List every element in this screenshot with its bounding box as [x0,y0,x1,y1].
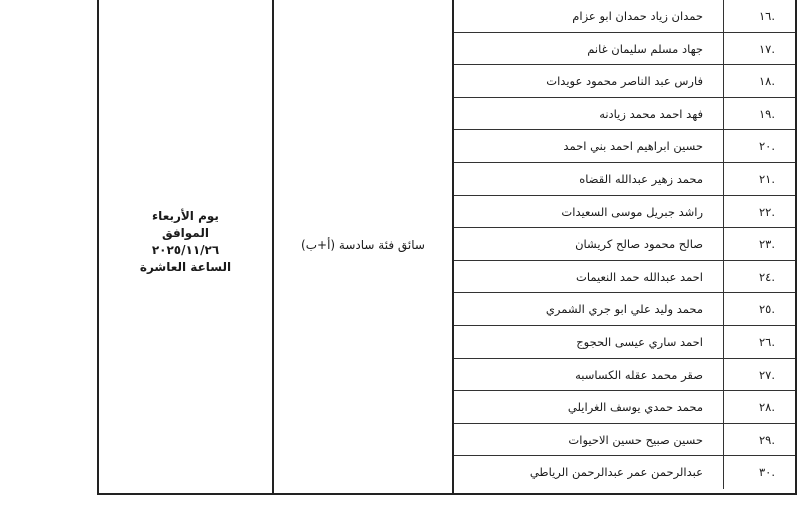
schedule-column [99,0,274,493]
table-row [454,65,795,98]
name-rows [454,0,795,493]
table-row [454,0,795,33]
row-number: .٢٧ [758,367,775,382]
candidate-name: حمدان زياد حمدان ابو عزام [454,0,724,32]
category-column [274,0,454,493]
table-row [454,98,795,131]
table-row [454,261,795,294]
row-number: .١٦ [758,9,775,23]
candidate-name: جهاد مسلم سليمان غانم [454,33,724,65]
row-number: .٢١ [758,171,775,186]
schedule-date: ٢٠٢٥/١١/٢٦ [151,243,220,257]
candidate-name: حسين صبيح حسين الاحيوات [454,424,724,456]
row-number: .٢٤ [758,269,775,284]
table-row [454,228,795,261]
candidate-name: احمد عبدالله حمد النعيمات [454,261,724,293]
row-number: .٣٠ [758,465,775,480]
table-row [454,326,795,359]
candidate-name: محمد حمدي يوسف الغرايلي [454,391,724,423]
schedule-day: يوم الأربعاء [152,209,219,223]
row-number: .٢٩ [758,432,775,447]
row-number: .٢٠ [758,139,775,154]
candidate-name: صقر محمد عقله الكساسبه [454,359,724,391]
schedule-time: الساعة العاشرة [139,260,232,274]
table-row [454,456,795,489]
row-number: .٢٦ [758,334,775,349]
candidate-name: راشد جبريل موسى السعيدات [454,196,724,228]
table-row [454,359,795,392]
row-number: .٢٢ [758,204,775,219]
row-number: .١٩ [758,106,775,121]
table-row [454,33,795,66]
schedule-label: الموافق [162,226,209,240]
candidate-name: عبدالرحمن عمر عبدالرحمن الرياطي [454,456,724,489]
row-number: .١٨ [758,74,775,89]
candidate-name: فارس عبد الناصر محمود عويدات [454,65,724,97]
candidate-name: فهد احمد محمد زيادنه [454,98,724,130]
table-row [454,424,795,457]
table-row [454,391,795,424]
table-row [454,130,795,163]
row-number: .١٧ [758,41,775,56]
candidate-name: صالح محمود صالح كريشان [454,228,724,260]
license-category: سائق فئة سادسة (أ+ب) [301,238,425,252]
table-row [454,196,795,229]
candidate-name: حسين ابراهيم احمد بني احمد [454,130,724,162]
schedule-info [99,208,272,276]
candidates-table [97,0,797,495]
candidate-name: محمد زهير عبدالله القضاه [454,163,724,195]
row-number: .٢٣ [758,237,775,252]
row-number: .٢٨ [758,400,775,415]
candidate-name: احمد ساري عيسى الحجوج [454,326,724,358]
candidate-name: محمد وليد علي ابو جري الشمري [454,293,724,325]
row-number: .٢٥ [758,302,775,317]
table-row [454,293,795,326]
table-row [454,163,795,196]
